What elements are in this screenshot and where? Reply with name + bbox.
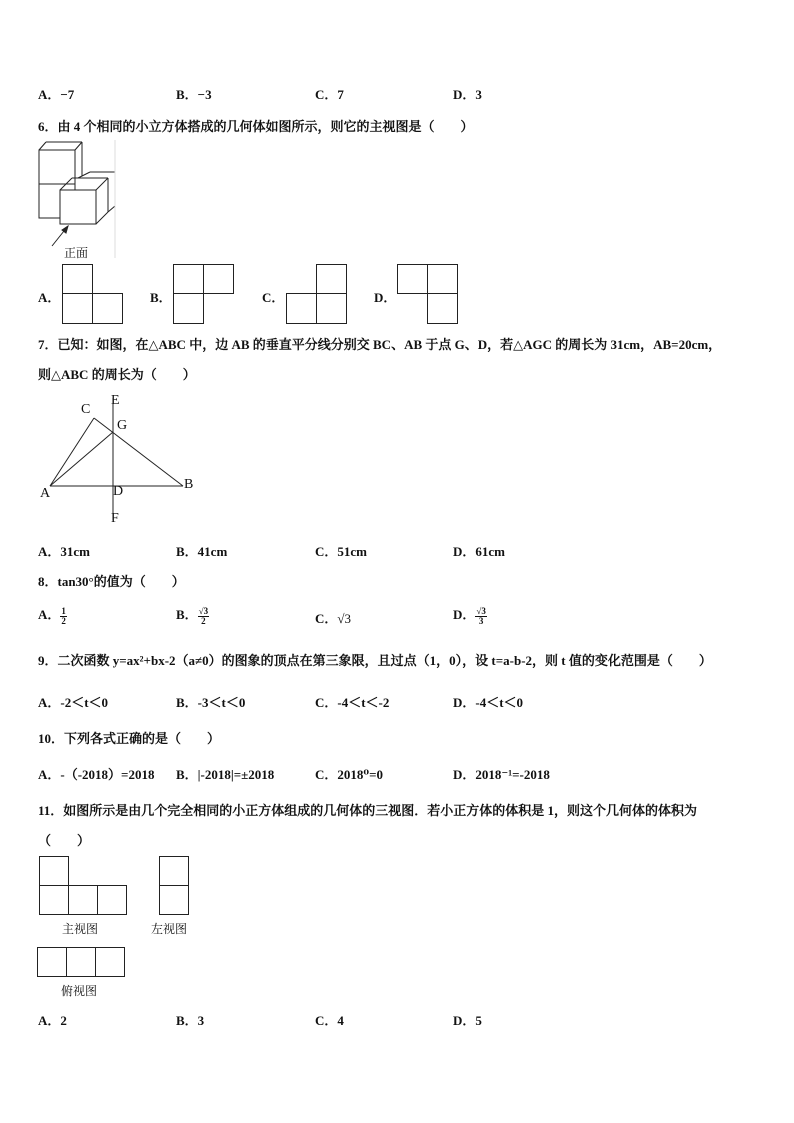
q8-option-b-letter: B． [176, 607, 198, 622]
fraction-denominator: 2 [201, 615, 206, 626]
q8-option-a[interactable] [38, 604, 67, 626]
q8-option-d-fraction [475, 607, 486, 626]
q7-point-c: C [81, 402, 91, 417]
q6-option-a-figure[interactable] [62, 264, 124, 326]
q6-stem: 6．由 4 个相同的小立方体搭成的几何体如图所示，则它的主视图是（ ） [38, 119, 474, 134]
fraction-numerator: 1 [61, 605, 66, 616]
q7-option-d[interactable]: D．61cm [453, 544, 505, 559]
q5-option-c[interactable]: C．7 [315, 87, 344, 102]
q6-option-c-figure[interactable] [286, 264, 348, 326]
q11-stem-line2: （ ） [38, 833, 91, 848]
q11-option-a[interactable]: A．2 [38, 1013, 67, 1028]
q11-option-b[interactable]: B．3 [176, 1013, 205, 1028]
q11-top-view-label: 俯视图 [61, 984, 98, 998]
q9-option-c[interactable]: C．-4＜t＜-2 [315, 695, 390, 710]
q11-front-view [39, 856, 131, 918]
q5-option-d[interactable]: D．3 [453, 87, 482, 102]
q9-option-d[interactable]: D．-4＜t＜0 [453, 695, 524, 710]
q6-option-b-label[interactable]: B． [150, 290, 172, 305]
q10-option-b[interactable]: B．|-2018|=±2018 [176, 767, 275, 782]
q8-stem: 8．tan30°的值为（ ） [38, 574, 185, 589]
q7-point-f: F [111, 511, 119, 526]
q8-option-a-fraction [60, 607, 67, 626]
q9-stem: 9．二次函数 y=ax²+bx-2（a≠0）的图象的顶点在第三象限，且过点（1，0），设 t=a-b-2，则 t 值的变化范围是（ ） [38, 653, 712, 668]
fraction-numerator: √3 [198, 605, 209, 616]
q11-left-view-label: 左视图 [151, 922, 188, 936]
q8-option-b-fraction [198, 607, 209, 626]
q11-option-c[interactable]: C．4 [315, 1013, 344, 1028]
q10-stem: 10．下列各式正确的是（ ） [38, 731, 221, 746]
q7-point-a: A [40, 486, 51, 501]
q8-option-c-value: √3 [337, 611, 352, 626]
q10-option-a[interactable]: A．-（-2018）=2018 [38, 767, 155, 782]
q11-top-view [37, 947, 129, 979]
q10-option-c[interactable]: C．2018⁰=0 [315, 767, 383, 782]
fraction-denominator: 2 [61, 615, 66, 626]
q7-stem-line1: 7．已知：如图，在△ABC 中，边 AB 的垂直平分线分别交 BC、AB 于点 G、D，若△AGC 的周长为 31cm，AB=20cm， [38, 337, 722, 352]
q11-option-d[interactable]: D．5 [453, 1013, 482, 1028]
q11-stem-line1: 11．如图所示是由几个完全相同的小正方体组成的几何体的三视图．若小正方体的体积是 1，则这个几何体的体积为 [38, 803, 698, 818]
q6-option-c-label[interactable]: C． [262, 290, 285, 305]
q9-option-b[interactable]: B．-3＜t＜0 [176, 695, 246, 710]
q6-option-a-label[interactable]: A． [38, 290, 61, 305]
q5-option-a[interactable]: A．−7 [38, 87, 75, 102]
q8-option-c[interactable] [315, 608, 351, 627]
q6-front-label: 正面 [64, 246, 89, 260]
q9-option-a[interactable]: A．-2＜t＜0 [38, 695, 109, 710]
q10-option-d[interactable]: D．2018⁻¹=-2018 [453, 767, 550, 782]
q8-option-d[interactable] [453, 604, 487, 626]
q7-option-a[interactable]: A．31cm [38, 544, 90, 559]
q11-front-view-label: 主视图 [62, 922, 99, 936]
q8-option-a-letter: A． [38, 607, 61, 622]
q7-option-c[interactable]: C．51cm [315, 544, 367, 559]
q8-option-c-letter: C． [315, 611, 338, 626]
q6-option-d-label[interactable]: D． [374, 290, 397, 305]
q5-option-b[interactable]: B．−3 [176, 87, 212, 102]
q7-stem-line2: 则△ABC 的周长为（ ） [38, 367, 196, 382]
fraction-numerator: √3 [476, 605, 486, 616]
q8-option-d-letter: D． [453, 607, 476, 622]
q6-option-d-figure[interactable] [397, 264, 459, 326]
q7-point-d: D [113, 484, 124, 499]
fraction-denominator: 3 [478, 615, 484, 626]
q7-triangle-figure [36, 392, 206, 532]
q6-option-b-figure[interactable] [173, 264, 235, 326]
q8-option-b[interactable] [176, 604, 209, 626]
q11-left-view [159, 856, 191, 918]
q7-point-e: E [111, 393, 120, 408]
q7-option-b[interactable]: B．41cm [176, 544, 228, 559]
q7-point-g: G [117, 418, 128, 433]
q7-point-b: B [184, 477, 194, 492]
